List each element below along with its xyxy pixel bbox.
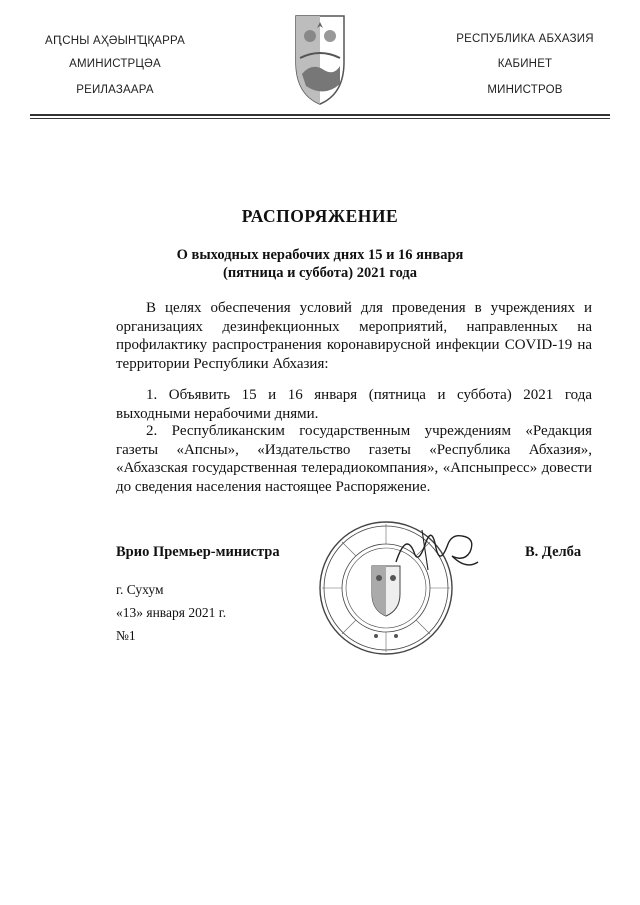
header-left-line-1: АԤСНЫ АҲӘЫНҴҚАРРА — [45, 35, 185, 47]
header-right-line-2: КАБИНЕТ — [497, 58, 553, 70]
document-subtitle-line-2: (пятница и суббота) 2021 года — [222, 265, 417, 281]
document-city: г. Сухум — [116, 582, 164, 597]
signer-position: Врио Премьер-министра — [116, 544, 280, 560]
document-date: «13» января 2021 г. — [116, 605, 227, 620]
signature-icon — [392, 522, 482, 574]
item-1-paragraph: 1. Объявить 15 и 16 января (пятница и суббота) 2021 года выходными нерабочими днями. — [116, 387, 592, 422]
document-number: №1 — [116, 628, 136, 643]
header-divider-thin — [30, 118, 610, 119]
document-subtitle-line-1: О выходных нерабочих днях 15 и 16 января — [176, 247, 464, 263]
header-right-line-1: РЕСПУБЛИКА АБХАЗИЯ — [456, 33, 594, 45]
header-divider — [30, 114, 610, 116]
item-2-paragraph: 2. Республиканским государственным учреждениям «Редакция газеты «Апсны», «Издательство газеты «Республика Абхазия», «Абхазская государственная телерадиокомпания», «Апсныпресс» довести до сведения населения настоящее Распоряжение. — [116, 423, 592, 495]
header-right-line-3: МИНИСТРОВ — [487, 84, 563, 96]
header-left-line-2: АМИНИСТРЦӘА — [69, 58, 161, 70]
header-left-line-3: РЕИЛАЗААРА — [76, 84, 154, 96]
coat-of-arms-icon — [294, 14, 346, 106]
document-title: РАСПОРЯЖЕНИЕ — [241, 206, 399, 226]
signer-name: В. Делба — [525, 544, 582, 560]
preamble-paragraph: В целях обеспечения условий для проведения в учреждениях и организациях дезинфекционных мероприятий, направленных на профилактику распространения коронавирусной инфекции COVID-19 на территории Республики Абхазия: — [116, 300, 592, 372]
